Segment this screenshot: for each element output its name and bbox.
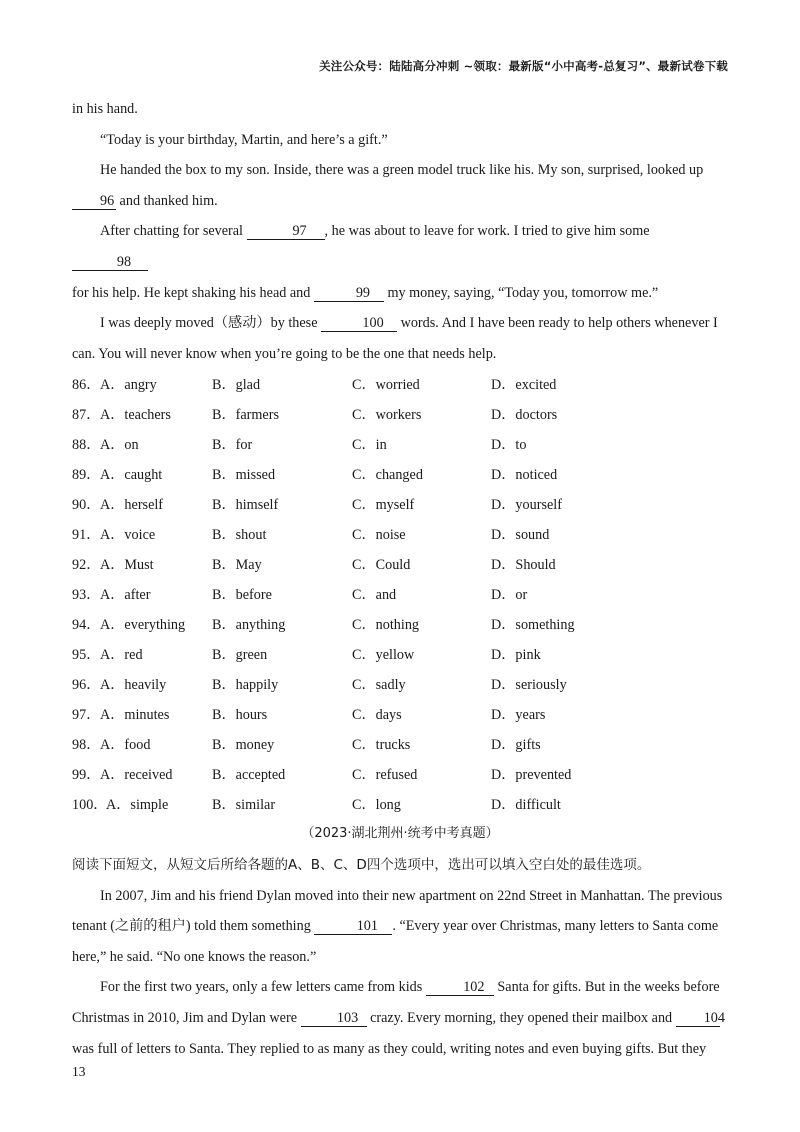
options-list	[72, 369, 728, 819]
option-row	[72, 369, 728, 399]
option-c: C．Could	[352, 557, 411, 574]
question-number: 96．	[72, 677, 101, 694]
option-b: B．farmers	[212, 407, 279, 424]
option-c: C．yellow	[352, 647, 415, 664]
option-d: D．seriously	[491, 677, 567, 694]
option-a: A．after	[100, 587, 151, 604]
option-d: D．or	[491, 587, 528, 604]
option-a: A．on	[100, 437, 139, 454]
option-row	[72, 669, 728, 699]
question-number: 87．	[72, 407, 101, 424]
option-d: D．Should	[491, 557, 556, 574]
question-number: 95．	[72, 647, 101, 664]
option-b: B．shout	[212, 527, 267, 544]
blank-98: 98	[72, 255, 148, 271]
option-row	[72, 399, 728, 429]
option-a: A．received	[100, 767, 173, 784]
question-number: 100．	[72, 797, 108, 814]
blank-97: 97	[247, 224, 325, 240]
option-row	[72, 489, 728, 519]
paragraph: After chatting for several 97 , he was about to leave for work. I tried to give him some 98 for his help. He kept shaking his head and 99 my money, saying, “Today you, tomorrow me.”	[72, 223, 659, 301]
option-c: C．sadly	[352, 677, 406, 694]
option-b: B．happily	[212, 677, 279, 694]
option-c: C．in	[352, 437, 387, 454]
question-number: 89．	[72, 467, 101, 484]
paragraph: He handed the box to my son. Inside, there was a green model truck like his. My son, surprised, looked up 96 and thanked him.	[72, 155, 728, 216]
option-b: B．glad	[212, 377, 261, 394]
question-number: 91．	[72, 527, 101, 544]
document-body	[72, 94, 728, 1064]
option-c: C．workers	[352, 407, 422, 424]
option-c: C．days	[352, 707, 402, 724]
question-number: 92．	[72, 557, 101, 574]
option-b: B．accepted	[212, 767, 286, 784]
page-number: 13	[72, 1064, 86, 1079]
question-number: 99．	[72, 767, 101, 784]
option-a: A．red	[100, 647, 143, 664]
option-b: B．anything	[212, 617, 286, 634]
paragraph: in his hand.	[72, 101, 138, 117]
option-b: B．May	[212, 557, 262, 574]
option-a: A．angry	[100, 377, 157, 394]
option-row	[72, 759, 728, 789]
option-row	[72, 729, 728, 759]
paragraph: For the first two years, only a few letters came from kids 102 Santa for gifts. But in the weeks before Christmas in 2010, Jim and Dylan were 103 crazy. Every morning, they opened their mailbox and 104 was full of letters to Santa. They replied to as many as they could, writing notes and even buying gifts. But they	[72, 979, 725, 1057]
question-number: 88．	[72, 437, 101, 454]
option-d: D．prevented	[491, 767, 572, 784]
option-row	[72, 699, 728, 729]
source-note: （2023·湖北荆州·统考中考真题）	[301, 826, 499, 842]
option-row	[72, 789, 728, 819]
option-a: A．minutes	[100, 707, 170, 724]
option-a: A．Must	[100, 557, 154, 574]
option-b: B．money	[212, 737, 275, 754]
option-b: B．missed	[212, 467, 276, 484]
blank-101: 101	[314, 919, 392, 935]
option-row	[72, 459, 728, 489]
option-d: D．gifts	[491, 737, 541, 754]
blank-99: 99	[314, 286, 384, 302]
option-c: C．noise	[352, 527, 406, 544]
question-number: 90．	[72, 497, 101, 514]
paragraph: I was deeply moved（感动）by these 100 words. And I have been ready to help others whenever I can. You will never know when you’re going to be the one that needs help.	[72, 315, 718, 362]
option-row	[72, 639, 728, 669]
option-c: C．nothing	[352, 617, 420, 634]
option-a: A．voice	[100, 527, 156, 544]
page-header: 关注公众号：陆陆高分冲刺 ~领取：最新版“小中高考-总复习”、最新试卷下载	[319, 59, 728, 73]
blank-102: 102	[426, 980, 494, 996]
option-d: D．doctors	[491, 407, 558, 424]
option-d: D．to	[491, 437, 527, 454]
option-d: D．noticed	[491, 467, 558, 484]
option-d: D．sound	[491, 527, 550, 544]
question-number: 97．	[72, 707, 101, 724]
option-row	[72, 519, 728, 549]
option-b: B．before	[212, 587, 272, 604]
blank-104: 104	[676, 1011, 720, 1027]
option-d: D．something	[491, 617, 575, 634]
option-a: A．heavily	[100, 677, 167, 694]
option-d: D．difficult	[491, 797, 561, 814]
instruction: 阅读下面短文，从短文后所给各题的A、B、C、D四个选项中，选出可以填入空白处的最佳选项。	[72, 856, 651, 873]
option-d: D．yourself	[491, 497, 562, 514]
question-number: 98．	[72, 737, 101, 754]
question-number: 93．	[72, 587, 101, 604]
option-row	[72, 609, 728, 639]
option-a: A．herself	[100, 497, 164, 514]
blank-100: 100	[321, 316, 397, 332]
option-row	[72, 579, 728, 609]
paragraph: “Today is your birthday, Martin, and here’s a gift.”	[100, 131, 388, 148]
option-a: A．everything	[100, 617, 186, 634]
question-number: 86．	[72, 377, 101, 394]
option-a: A．simple	[106, 797, 169, 814]
option-b: B．himself	[212, 497, 279, 514]
option-c: C．changed	[352, 467, 423, 484]
paragraph: In 2007, Jim and his friend Dylan moved into their new apartment on 22nd Street in Manhattan. The previous tenant (之前的租户) told them something 101 . “Every year over Christmas, many letters to Santa come here,” he said. “No one knows the reason.”	[72, 887, 723, 965]
option-c: C．trucks	[352, 737, 411, 754]
blank-103: 103	[301, 1011, 367, 1027]
option-row	[72, 429, 728, 459]
blank-96: 96	[72, 194, 116, 210]
option-b: B．similar	[212, 797, 276, 814]
option-a: A．caught	[100, 467, 163, 484]
option-c: C．worried	[352, 377, 420, 394]
option-d: D．excited	[491, 377, 557, 394]
option-c: C．and	[352, 587, 397, 604]
option-c: C．refused	[352, 767, 418, 784]
option-a: A．teachers	[100, 407, 171, 424]
option-a: A．food	[100, 737, 151, 754]
question-number: 94．	[72, 617, 101, 634]
option-d: D．years	[491, 707, 546, 724]
option-d: D．pink	[491, 647, 541, 664]
option-b: B．hours	[212, 707, 268, 724]
option-b: B．green	[212, 647, 268, 664]
option-c: C．myself	[352, 497, 415, 514]
option-c: C．long	[352, 797, 401, 814]
option-row	[72, 549, 728, 579]
option-b: B．for	[212, 437, 253, 454]
